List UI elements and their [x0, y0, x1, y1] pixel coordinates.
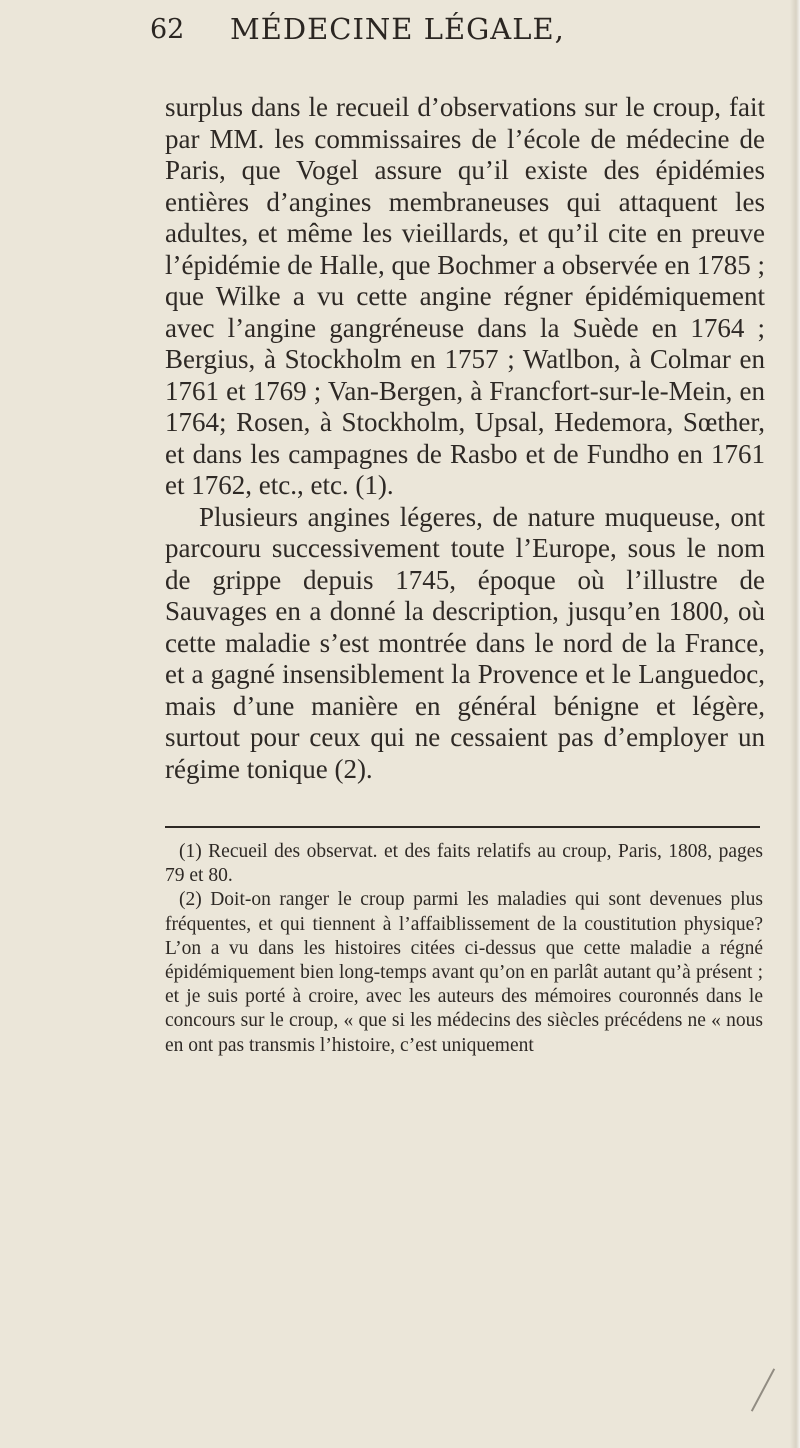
main-text	[165, 92, 765, 785]
page-number: 62	[150, 14, 185, 45]
footnote: (1) Recueil des observat. et des faits relatifs au croup, Paris, 1808, pages 79 et 80.	[165, 841, 763, 887]
paragraph: surplus dans le recueil d’observations sur le croup, fait par MM. les commissaires de l’école de médecine de Paris, que Vogel assure qu’il existe des épidémies entières d’angines membraneuses qui attaquent les adultes, et même les vieillards, et qu’il cite en preuve l’épidémie de Halle, que Bochmer a observée en 1785 ; que Wilke a vu cette angine régner épidémiquement avec l’angine gangréneuse dans la Suède en 1764 ; Bergius, à Stockholm en 1757 ; Watlbon, à Colmar en 1761 et 1769 ; Van-Bergen, à Francfort-sur-le-Mein, en 1764; Rosen, à Stockholm, Upsal, Hedemora, Sœther, et dans les campagnes de Rasbo et de Fundho en 1761 et 1762, etc., etc. (1).	[165, 92, 765, 500]
footnote-separator	[165, 826, 760, 828]
paragraph: Plusieurs angines légeres, de nature muqueuse, ont parcouru successivement toute l’Europe, sous le nom de grippe depuis 1745, époque où l’illustre de Sauvages en a donné la description, jusqu’en 1800, où cette maladie s’est montrée dans le nord de la France, et a gagné insensiblement la Provence et le Languedoc, mais d’une manière en général bénigne et légère, surtout pour ceux qui ne cessaient pas d’employer un régime tonique (2).	[165, 501, 765, 784]
running-head: MÉDECINE LÉGALE,	[230, 12, 565, 46]
page-header	[0, 6, 800, 86]
pen-stroke-mark	[751, 1368, 775, 1411]
footnote: (2) Doit-on ranger le croup parmi les maladies qui sont devenues plus fréquentes, et qui tiennent à l’affaiblissement de la coustitution physique? L’on a vu dans les histoires citées ci-dessus que cette maladie a régné épidémiquement bien long-temps avant qu’on en parlât autant qu’à présent ; et je suis porté à croire, avec les auteurs des mémoires couronnés dans le concours sur le croup, « que si les médecins des siècles précédens ne « nous en ont pas transmis l’histoire, c’est uniquement	[165, 889, 763, 1056]
footnotes	[165, 840, 763, 1058]
page-edge	[790, 0, 800, 1448]
